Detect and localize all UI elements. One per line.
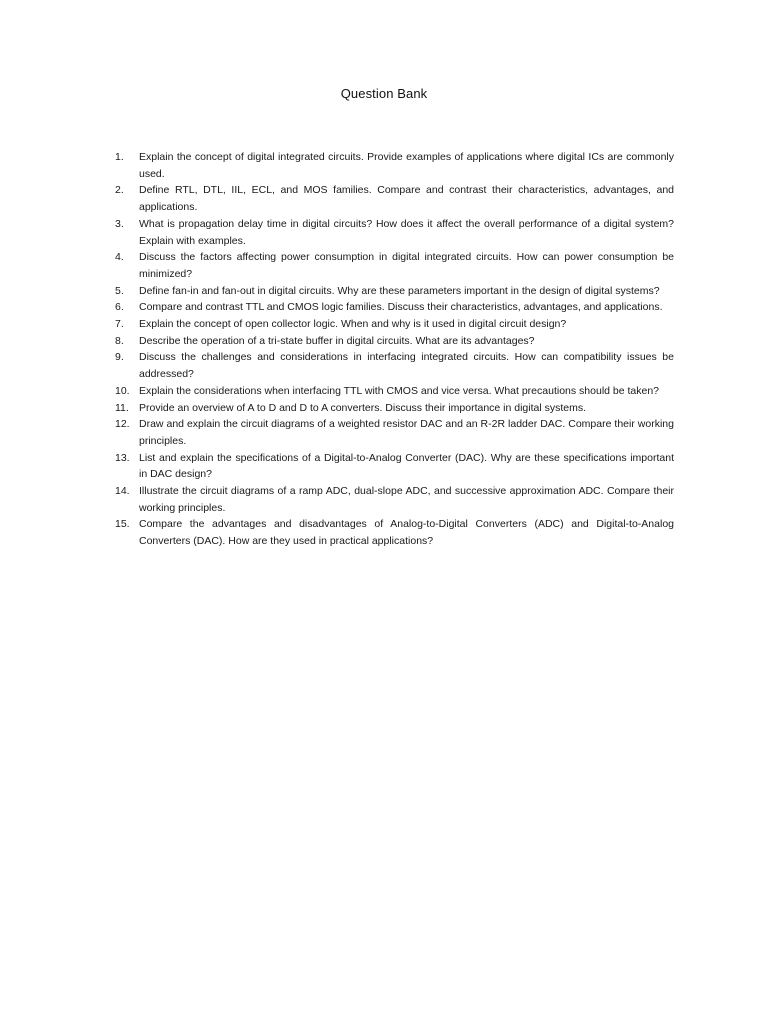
question-number: 11. [115,401,129,414]
question-number: 8. [115,334,124,347]
question-number: 9. [115,351,124,364]
question-item [106,149,674,182]
question-text: Explain the concept of open collector logic. When and why is it used in digital circuit design? [139,318,567,331]
question-text: List and explain the specifications of a Digital-to-Analog Converter (DAC). Why are these specifications important in DAC design? [139,451,674,481]
question-text: Illustrate the circuit diagrams of a ramp ADC, dual-slope ADC, and successive approximation ADC. Compare their working principles. [139,485,674,514]
question-text: Discuss the challenges and considerations in interfacing integrated circuits. How can compatibility issues be addressed? [139,351,674,381]
question-number: 1. [115,151,124,163]
question-number: 12. [115,418,130,431]
question-text: Explain the considerations when interfacing TTL with CMOS and vice versa. What precautions should be taken? [139,384,660,397]
question-item [106,216,674,249]
question-number: 5. [115,284,124,297]
question-item [106,283,674,300]
question-number: 10. [115,384,130,397]
question-number: 13. [115,451,130,464]
question-text: Draw and explain the circuit diagrams of a weighted resistor DAC and an R-2R ladder DAC. Compare their working principles. [139,418,674,447]
question-item [106,383,674,400]
question-text: What is propagation delay time in digital circuits? How does it affect the overall performance of a digital system? Explain with examples. [139,217,674,247]
question-number: 7. [115,318,124,331]
question-number: 3. [115,217,124,230]
question-number: 6. [115,301,124,314]
question-number: 14. [115,485,130,498]
question-text: Define RTL, DTL, IIL, ECL, and MOS families. Compare and contrast their characteristics, advantages, and applications. [139,184,674,214]
question-number: 2. [115,184,124,197]
question-text: Discuss the factors affecting power consumption in digital integrated circuits. How can power consumption be minimized? [139,251,674,280]
question-text: Explain the concept of digital integrated circuits. Provide examples of applications where digital ICs are commonly used. [139,151,674,180]
question-item [106,400,674,417]
question-text: Compare the advantages and disadvantages of Analog-to-Digital Converters (ADC) and Digital-to-Analog Converters (DAC). How are they used in practical applications? [139,518,674,548]
question-text: Describe the operation of a tri-state buffer in digital circuits. What are its advantages? [139,334,535,347]
question-text: Define fan-in and fan-out in digital circuits. Why are these parameters important in the design of digital systems? [139,284,660,297]
question-item [106,182,674,215]
question-item [106,249,674,282]
question-item [106,316,674,333]
question-number: 4. [115,251,124,264]
question-number: 15. [115,518,130,531]
question-item [106,483,674,516]
question-item [106,349,674,382]
question-item [106,516,674,549]
question-list [106,149,674,550]
question-item [106,299,674,316]
question-item [106,416,674,449]
document-title: Question Bank [340,86,428,101]
question-item [106,333,674,350]
question-item [106,450,674,483]
question-text: Provide an overview of A to D and D to A converters. Discuss their importance in digital systems. [139,401,587,414]
question-text: Compare and contrast TTL and CMOS logic families. Discuss their characteristics, advantages, and applications. [139,301,663,314]
